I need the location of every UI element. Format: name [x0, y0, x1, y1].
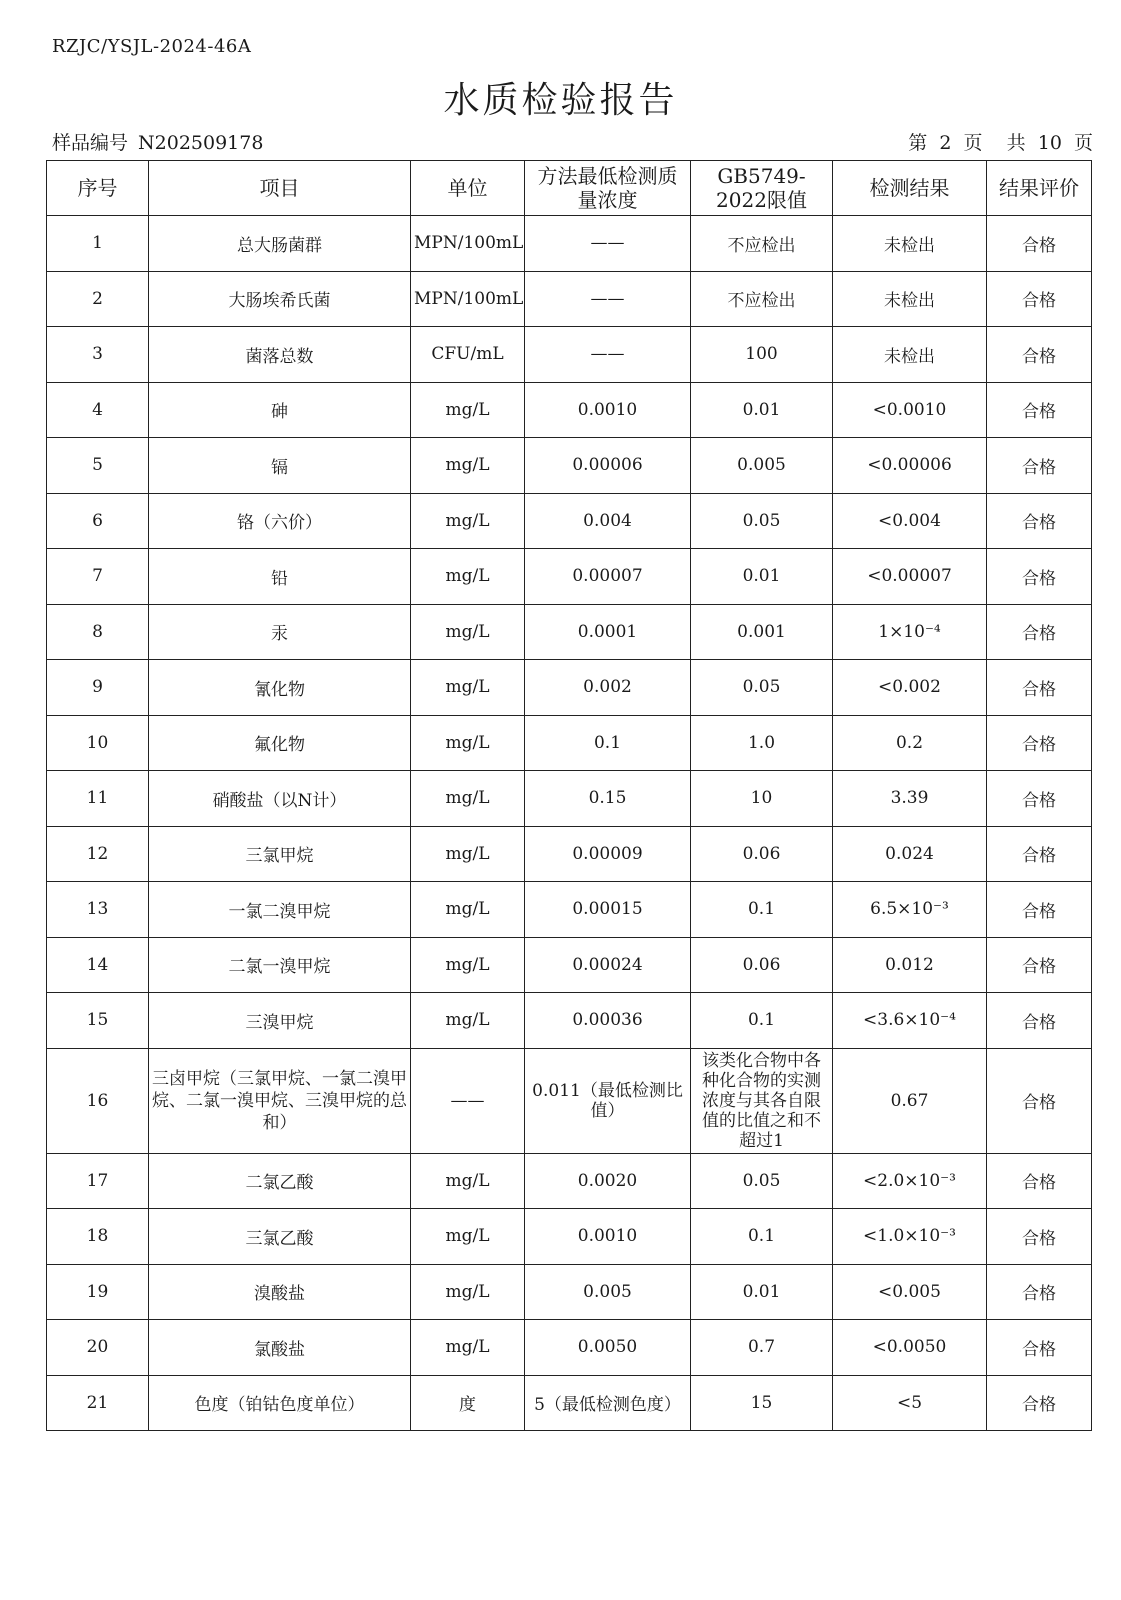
- result-cell: <0.005: [833, 1264, 987, 1320]
- row-number: 3: [47, 327, 149, 383]
- evaluation-cell: 合格: [987, 882, 1092, 938]
- sample-number-value: N202509178: [138, 132, 264, 154]
- col-header-item: 项目: [149, 161, 411, 216]
- evaluation-cell: 合格: [987, 771, 1092, 827]
- col-header-result: 检测结果: [833, 161, 987, 216]
- row-number: 21: [47, 1375, 149, 1431]
- item-name: 一氯二溴甲烷: [149, 882, 411, 938]
- row-number: 6: [47, 493, 149, 549]
- limit-cell: 0.1: [691, 882, 833, 938]
- evaluation-cell: 合格: [987, 216, 1092, 272]
- limit-cell: 0.06: [691, 826, 833, 882]
- result-cell: 未检出: [833, 216, 987, 272]
- row-number: 19: [47, 1264, 149, 1320]
- item-name: 二氯一溴甲烷: [149, 937, 411, 993]
- evaluation-cell: 合格: [987, 493, 1092, 549]
- item-name: 溴酸盐: [149, 1264, 411, 1320]
- limit-cell: 10: [691, 771, 833, 827]
- item-name: 大肠埃希氏菌: [149, 271, 411, 327]
- mdl-cell: 0.0010: [525, 1209, 691, 1265]
- result-cell: <1.0×10⁻³: [833, 1209, 987, 1265]
- evaluation-cell: 合格: [987, 438, 1092, 494]
- evaluation-cell: 合格: [987, 715, 1092, 771]
- mdl-cell: 0.005: [525, 1264, 691, 1320]
- item-name: 氯酸盐: [149, 1320, 411, 1376]
- item-name: 三氯乙酸: [149, 1209, 411, 1265]
- unit-cell: mg/L: [411, 1209, 525, 1265]
- unit-cell: mg/L: [411, 660, 525, 716]
- item-name: 硝酸盐（以N计）: [149, 771, 411, 827]
- result-cell: 0.024: [833, 826, 987, 882]
- col-header-limit: GB5749-2022限值: [691, 161, 833, 216]
- limit-cell: 不应检出: [691, 271, 833, 327]
- limit-cell: 0.05: [691, 660, 833, 716]
- table-row: [47, 382, 1092, 438]
- row-number: 12: [47, 826, 149, 882]
- mdl-cell: 0.0010: [525, 382, 691, 438]
- limit-cell: 0.01: [691, 549, 833, 605]
- item-name: 二氯乙酸: [149, 1153, 411, 1209]
- item-name: 汞: [149, 604, 411, 660]
- col-header-mdl: 方法最低检测质量浓度: [525, 161, 691, 216]
- row-number: 14: [47, 937, 149, 993]
- evaluation-cell: 合格: [987, 382, 1092, 438]
- limit-cell: 0.06: [691, 937, 833, 993]
- table-row: [47, 1209, 1092, 1265]
- result-cell: 3.39: [833, 771, 987, 827]
- evaluation-cell: 合格: [987, 993, 1092, 1049]
- evaluation-cell: 合格: [987, 660, 1092, 716]
- limit-cell: 0.01: [691, 1264, 833, 1320]
- unit-cell: mg/L: [411, 549, 525, 605]
- table-row: [47, 993, 1092, 1049]
- item-name: 三卤甲烷（三氯甲烷、一氯二溴甲烷、二氯一溴甲烷、三溴甲烷的总和）: [149, 1048, 411, 1153]
- table-row: [47, 1264, 1092, 1320]
- result-cell: 0.2: [833, 715, 987, 771]
- row-number: 9: [47, 660, 149, 716]
- row-number: 16: [47, 1048, 149, 1153]
- item-name: 总大肠菌群: [149, 216, 411, 272]
- item-name: 氟化物: [149, 715, 411, 771]
- unit-cell: mg/L: [411, 937, 525, 993]
- col-header-eval: 结果评价: [987, 161, 1092, 216]
- unit-cell: mg/L: [411, 493, 525, 549]
- unit-cell: mg/L: [411, 715, 525, 771]
- limit-cell: 该类化合物中各种化合物的实测浓度与其各自限值的比值之和不超过1: [691, 1048, 833, 1153]
- table-row: [47, 216, 1092, 272]
- row-number: 13: [47, 882, 149, 938]
- table-row: [47, 771, 1092, 827]
- row-number: 10: [47, 715, 149, 771]
- item-name: 三溴甲烷: [149, 993, 411, 1049]
- item-name: 氰化物: [149, 660, 411, 716]
- result-cell: 0.012: [833, 937, 987, 993]
- table-row: [47, 937, 1092, 993]
- table-row: [47, 660, 1092, 716]
- mdl-cell: 0.00024: [525, 937, 691, 993]
- unit-cell: MPN/100mL: [411, 216, 525, 272]
- evaluation-cell: 合格: [987, 937, 1092, 993]
- page-indicator: 第 2 页 共 10 页: [908, 132, 1093, 154]
- mdl-cell: 0.0020: [525, 1153, 691, 1209]
- mdl-cell: ——: [525, 216, 691, 272]
- item-name: 色度（铂钴色度单位）: [149, 1375, 411, 1431]
- sample-number-label: 样品编号: [52, 132, 129, 154]
- table-row: [47, 604, 1092, 660]
- row-number: 1: [47, 216, 149, 272]
- limit-cell: 0.01: [691, 382, 833, 438]
- evaluation-cell: 合格: [987, 604, 1092, 660]
- table-row: [47, 826, 1092, 882]
- unit-cell: mg/L: [411, 438, 525, 494]
- item-name: 菌落总数: [149, 327, 411, 383]
- row-number: 8: [47, 604, 149, 660]
- unit-cell: mg/L: [411, 604, 525, 660]
- result-cell: <0.00007: [833, 549, 987, 605]
- limit-cell: 15: [691, 1375, 833, 1431]
- row-number: 5: [47, 438, 149, 494]
- report-title: 水质检验报告: [443, 80, 678, 121]
- evaluation-cell: 合格: [987, 1320, 1092, 1376]
- result-cell: 6.5×10⁻³: [833, 882, 987, 938]
- item-name: 铅: [149, 549, 411, 605]
- result-cell: 未检出: [833, 327, 987, 383]
- row-number: 4: [47, 382, 149, 438]
- unit-cell: mg/L: [411, 382, 525, 438]
- mdl-cell: 5（最低检测色度）: [525, 1375, 691, 1431]
- mdl-cell: 0.00009: [525, 826, 691, 882]
- mdl-cell: 0.15: [525, 771, 691, 827]
- result-cell: <0.00006: [833, 438, 987, 494]
- limit-cell: 0.05: [691, 493, 833, 549]
- mdl-cell: 0.00036: [525, 993, 691, 1049]
- result-cell: <3.6×10⁻⁴: [833, 993, 987, 1049]
- mdl-cell: ——: [525, 327, 691, 383]
- table-row: [47, 549, 1092, 605]
- mdl-cell: 0.004: [525, 493, 691, 549]
- table-row: [47, 1048, 1092, 1153]
- table-row: [47, 1375, 1092, 1431]
- limit-cell: 0.05: [691, 1153, 833, 1209]
- row-number: 11: [47, 771, 149, 827]
- unit-cell: mg/L: [411, 771, 525, 827]
- row-number: 7: [47, 549, 149, 605]
- limit-cell: 0.1: [691, 1209, 833, 1265]
- table-row: [47, 271, 1092, 327]
- col-header-unit: 单位: [411, 161, 525, 216]
- table-body: [47, 216, 1092, 1431]
- row-number: 17: [47, 1153, 149, 1209]
- result-cell: <0.004: [833, 493, 987, 549]
- unit-cell: mg/L: [411, 1153, 525, 1209]
- table-row: [47, 715, 1092, 771]
- mdl-cell: 0.00007: [525, 549, 691, 605]
- result-cell: 0.67: [833, 1048, 987, 1153]
- mdl-cell: ——: [525, 271, 691, 327]
- evaluation-cell: 合格: [987, 1264, 1092, 1320]
- mdl-cell: 0.0050: [525, 1320, 691, 1376]
- limit-cell: 0.1: [691, 993, 833, 1049]
- mdl-cell: 0.00015: [525, 882, 691, 938]
- result-cell: <0.0010: [833, 382, 987, 438]
- unit-cell: mg/L: [411, 826, 525, 882]
- mdl-cell: 0.011（最低检测比值）: [525, 1048, 691, 1153]
- meta-row: [52, 128, 1093, 158]
- row-number: 2: [47, 271, 149, 327]
- result-cell: <2.0×10⁻³: [833, 1153, 987, 1209]
- table-row: [47, 438, 1092, 494]
- evaluation-cell: 合格: [987, 327, 1092, 383]
- evaluation-cell: 合格: [987, 271, 1092, 327]
- table-row: [47, 882, 1092, 938]
- result-cell: 1×10⁻⁴: [833, 604, 987, 660]
- table-row: [47, 1153, 1092, 1209]
- item-name: 镉: [149, 438, 411, 494]
- mdl-cell: 0.1: [525, 715, 691, 771]
- unit-cell: 度: [411, 1375, 525, 1431]
- limit-cell: 100: [691, 327, 833, 383]
- mdl-cell: 0.0001: [525, 604, 691, 660]
- limit-cell: 0.001: [691, 604, 833, 660]
- limit-cell: 0.005: [691, 438, 833, 494]
- result-cell: 未检出: [833, 271, 987, 327]
- table-row: [47, 1320, 1092, 1376]
- unit-cell: MPN/100mL: [411, 271, 525, 327]
- item-name: 三氯甲烷: [149, 826, 411, 882]
- evaluation-cell: 合格: [987, 1209, 1092, 1265]
- col-header-no: 序号: [47, 161, 149, 216]
- result-cell: <0.0050: [833, 1320, 987, 1376]
- evaluation-cell: 合格: [987, 549, 1092, 605]
- row-number: 15: [47, 993, 149, 1049]
- sample-number: [52, 128, 263, 155]
- limit-cell: 0.7: [691, 1320, 833, 1376]
- item-name: 铬（六价）: [149, 493, 411, 549]
- item-name: 砷: [149, 382, 411, 438]
- unit-cell: mg/L: [411, 1320, 525, 1376]
- results-table: [46, 160, 1092, 1431]
- unit-cell: mg/L: [411, 1264, 525, 1320]
- evaluation-cell: 合格: [987, 1048, 1092, 1153]
- evaluation-cell: 合格: [987, 1375, 1092, 1431]
- table-row: [47, 493, 1092, 549]
- unit-cell: ——: [411, 1048, 525, 1153]
- unit-cell: CFU/mL: [411, 327, 525, 383]
- row-number: 18: [47, 1209, 149, 1265]
- mdl-cell: 0.00006: [525, 438, 691, 494]
- limit-cell: 不应检出: [691, 216, 833, 272]
- row-number: 20: [47, 1320, 149, 1376]
- limit-cell: 1.0: [691, 715, 833, 771]
- document-code: RZJC/YSJL-2024-46A: [52, 36, 252, 57]
- table-header-row: [47, 161, 1092, 216]
- evaluation-cell: 合格: [987, 1153, 1092, 1209]
- evaluation-cell: 合格: [987, 826, 1092, 882]
- table-row: [47, 327, 1092, 383]
- unit-cell: mg/L: [411, 882, 525, 938]
- result-cell: <5: [833, 1375, 987, 1431]
- mdl-cell: 0.002: [525, 660, 691, 716]
- result-cell: <0.002: [833, 660, 987, 716]
- unit-cell: mg/L: [411, 993, 525, 1049]
